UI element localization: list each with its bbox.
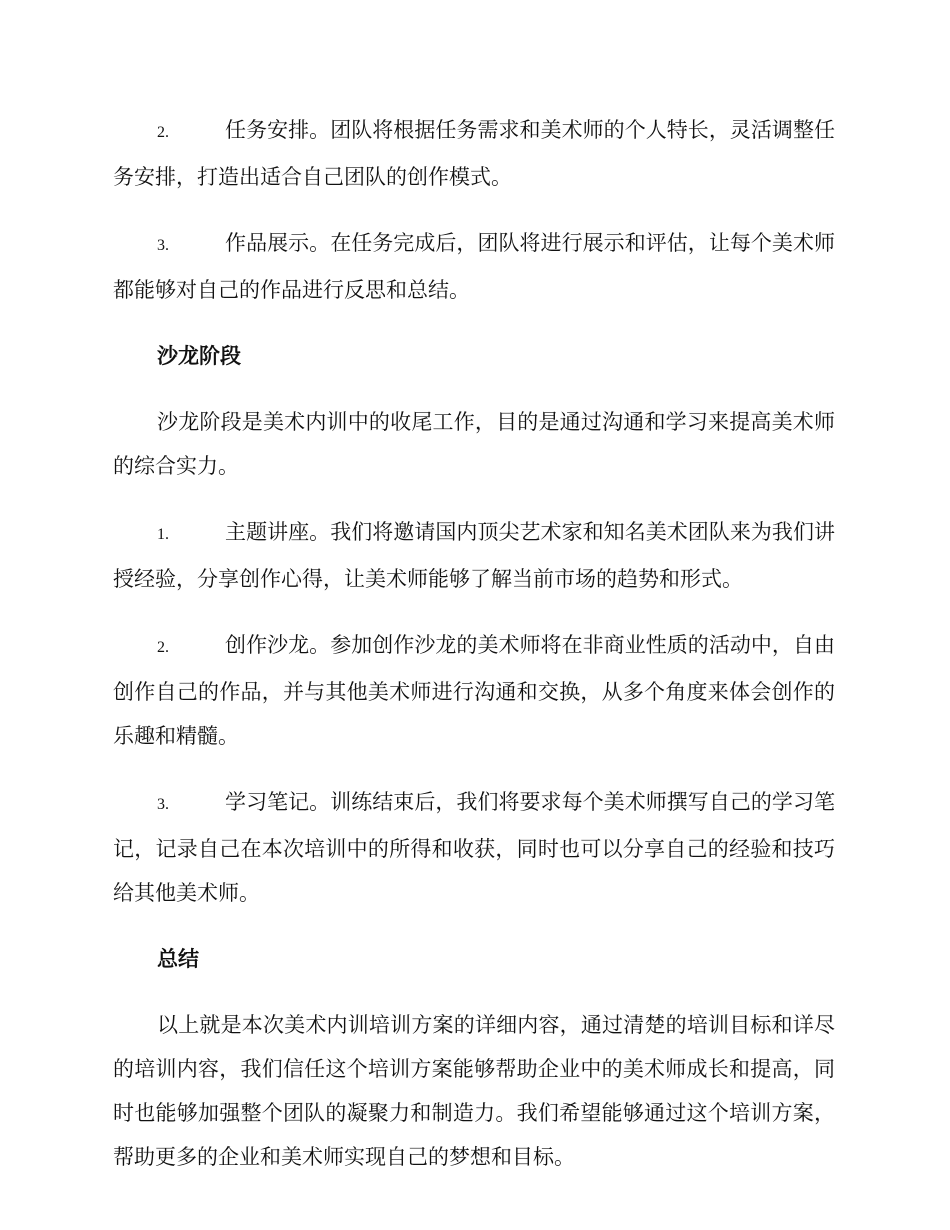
list-item-text: 学习笔记。训练结束后，我们将要求每个美术师撰写自己的学习笔记，记录自己在本次培训中的所得和收获，同时也可以分享自己的经验和技巧给其他美术师。 (113, 790, 835, 905)
list-item-work-display (113, 221, 835, 312)
document-body (113, 108, 835, 1201)
list-item-text: 主题讲座。我们将邀请国内顶尖艺术家和知名美术团队来为我们讲授经验，分享创作心得，让美术师能够了解当前市场的趋势和形式。 (113, 520, 835, 591)
list-item-lecture (113, 510, 835, 601)
section-heading-summary: 总结 (157, 947, 199, 971)
list-number: 3. (157, 796, 169, 813)
list-number: 2. (157, 639, 169, 656)
paragraph-salon-intro: 沙龙阶段是美术内训中的收尾工作，目的是通过沟通和学习来提高美术师的综合实力。 (113, 410, 835, 478)
paragraph-summary: 以上就是本次美术内训培训方案的详细内容，通过清楚的培训目标和详尽的培训内容，我们信任这个培训方案能够帮助企业中的美术师成长和提高，同时也能够加强整个团队的凝聚力和制造力。我们希望能够通过这个培训方案，帮助更多的企业和美术师实现自己的梦想和目标。 (113, 1013, 835, 1169)
list-number: 2. (157, 124, 169, 141)
list-number: 3. (157, 237, 169, 254)
section-heading-salon: 沙龙阶段 (157, 344, 241, 368)
list-item-task-arrangement (113, 108, 835, 199)
list-item-creative-salon (113, 623, 835, 758)
list-item-text: 创作沙龙。参加创作沙龙的美术师将在非商业性质的活动中，自由创作自己的作品，并与其他美术师进行沟通和交换，从多个角度来体会创作的乐趣和精髓。 (113, 633, 835, 748)
list-item-text: 任务安排。团队将根据任务需求和美术师的个人特长，灵活调整任务安排，打造出适合自己团队的创作模式。 (113, 118, 835, 189)
list-item-study-notes (113, 780, 835, 915)
list-item-text: 作品展示。在任务完成后，团队将进行展示和评估，让每个美术师都能够对自己的作品进行反思和总结。 (113, 231, 835, 302)
list-number: 1. (157, 526, 169, 543)
